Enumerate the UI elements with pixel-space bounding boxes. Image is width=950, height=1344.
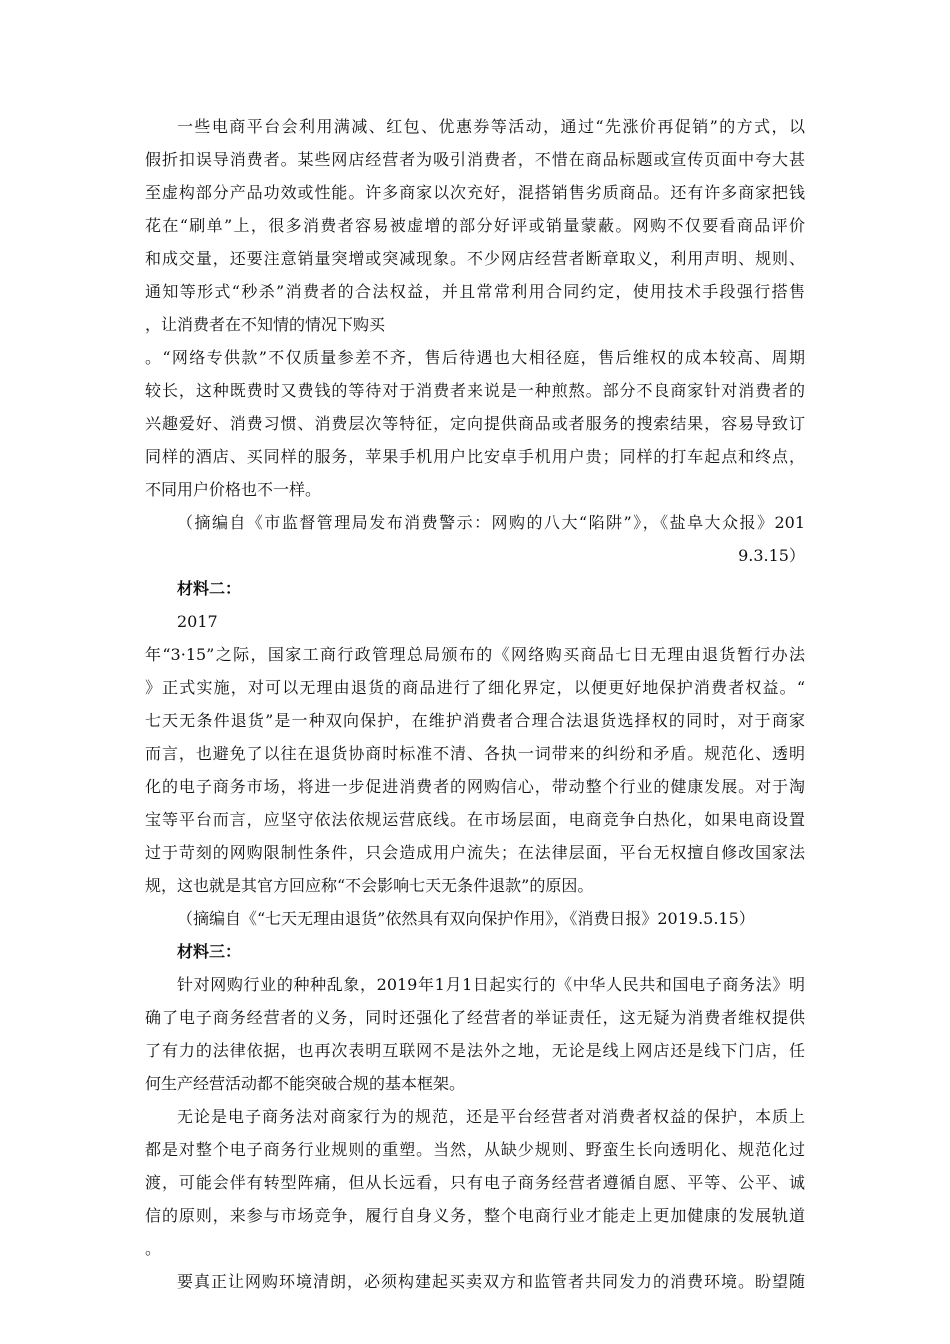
material1-paragraph [145,110,805,506]
material2-heading: 材料二： [177,579,242,598]
text-line: 一些电商平台会利用满减、红包、优惠券等活动，通过“先涨价再促销”的方式，以 [177,117,805,136]
text-line: 。“网络专供款”不仅质量参差不齐，售后待遇也大相径庭，售后维权的成本较高、周期 [145,348,805,367]
text-line: 而言，也避免了以往在退货协商时标准不清、各执一词带来的纠纷和矛盾。规范化、透明 [145,744,805,763]
text-line: 同样的酒店、买同样的服务，苹果手机用户比安卓手机用户贵；同样的打车起点和终点， [145,447,805,466]
text-line: 年“3·15”之际，国家工商行政管理总局颁布的《网络购买商品七日无理由退货暂行办法 [145,645,805,664]
text-line: 无论是电子商务法对商家行为的规范，还是平台经营者对消费者权益的保护，本质上 [177,1107,805,1126]
material3-paragraph-1 [145,968,805,1100]
text-line: 不同用户价格也不一样。 [145,480,322,499]
text-line: 确了电子商务经营者的义务，同时还强化了经营者的举证责任，这无疑为消费者维权提供 [145,1008,805,1027]
text-line: 2017 [177,612,218,631]
text-line: 和成交量，还要注意销量突增或突减现象。不少网店经营者断章取义，利用声明、规则、 [145,249,805,268]
text-line: 规，这也就是其官方回应称“不会影响七天无条件退款”的原因。 [145,876,594,895]
material2-paragraph [145,605,805,902]
text-line: 通知等形式“秒杀”消费者的合法权益，并且常常利用合同约定，使用技术手段强行搭售 [145,282,805,301]
text-line: 花在“刷单”上，很多消费者容易被虚增的部分好评或销量蒙蔽。网购不仅要看商品评价 [145,216,805,235]
material3-heading: 材料三： [177,942,242,961]
text-line: 针对网购行业的种种乱象，2019年1月1日起实行的《中华人民共和国电子商务法》明 [177,975,805,994]
source-line: （摘编自《市监督管理局发布消费警示：网购的八大“陷阱”》，《盐阜大众报》201 [177,513,805,532]
text-line: 宝等平台而言，应坚守依法依规运营底线。在市场层面，电商竞争白热化，如果电商设置 [145,810,805,829]
document-page [145,110,805,1298]
text-line: 》正式实施，对可以无理由退货的商品进行了细化界定，以便更好地保护消费者权益。“ [145,678,805,697]
text-line: ，让消费者在不知情的情况下购买 [145,315,386,334]
text-line: 信的原则，来参与市场竞争，履行自身义务，整个电商行业才能走上更加健康的发展轨道 [145,1206,805,1225]
text-line: 假折扣误导消费者。某些网店经营者为吸引消费者，不惜在商品标题或宣传页面中夸大甚 [145,150,805,169]
text-line: 至虚构部分产品功效或性能。许多商家以次充好，混搭销售劣质商品。还有许多商家把钱 [145,183,805,202]
material3-paragraph-2 [145,1100,805,1265]
text-line: 兴趣爱好、消费习惯、消费层次等特征，定向提供商品或者服务的搜索结果，容易导致订 [145,414,805,433]
text-line: 化的电子商务市场，将进一步促进消费者的网购信心，带动整个行业的健康发展。对于淘 [145,777,805,796]
material3-paragraph-3 [145,1265,805,1298]
text-line: 。 [145,1239,162,1258]
text-line: 较长，这种既费时又费钱的等待对于消费者来说是一种煎熬。部分不良商家针对消费者的 [145,381,805,400]
text-line: 渡，可能会伴有转型阵痛，但从长远看，只有电子商务经营者遵循自愿、平等、公平、诚 [145,1173,805,1192]
source-line: 9.3.15） [738,546,805,565]
text-line: 七天无条件退货”是一种双向保护，在维护消费者合理合法退货选择权的同时，对于商家 [145,711,805,730]
text-line: 要真正让网购环境清朗，必须构建起买卖双方和监管者共同发力的消费环境。盼望随 [177,1272,805,1291]
material1-source [145,506,805,572]
text-line: 了有力的法律依据，也再次表明互联网不是法外之地，无论是线上网店还是线下门店，任 [145,1041,805,1060]
text-line: 都是对整个电子商务行业规则的重塑。当然，从缺少规则、野蛮生长向透明化、规范化过 [145,1140,805,1159]
text-line: 何生产经营活动都不能突破合规的基本框架。 [145,1074,466,1093]
text-line: 过于苛刻的网购限制性条件，只会造成用户流失；在法律层面，平台无权擅自修改国家法 [145,843,805,862]
material2-source: （摘编自《“七天无理由退货”依然具有双向保护作用》，《消费日报》2019.5.15） [177,909,755,928]
